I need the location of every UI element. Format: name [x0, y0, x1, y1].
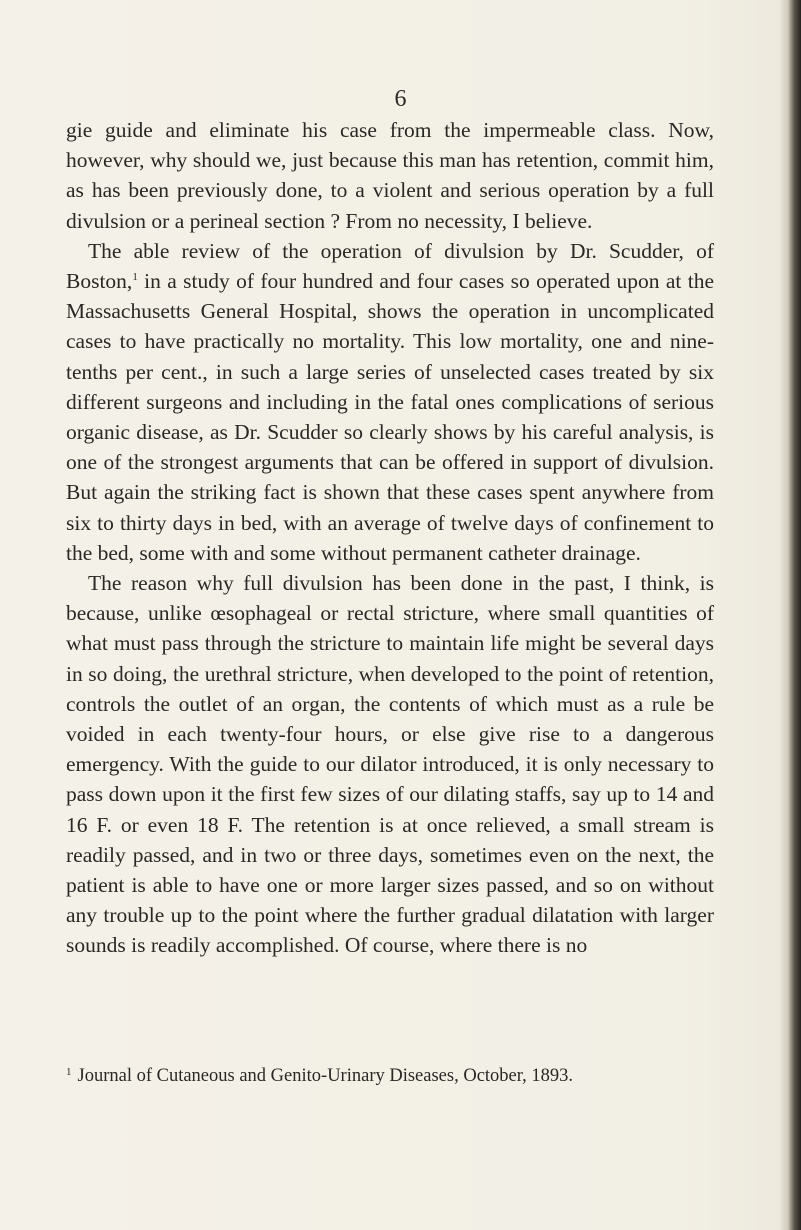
page-number: 6	[394, 86, 407, 112]
footnote-text: Journal of Cutaneous and Genito-Urinary Diseases, October, 1893.	[77, 1066, 574, 1086]
page-edge-shadow	[779, 0, 801, 1230]
paragraph-2	[66, 236, 714, 568]
paragraph-2-text-before: The able review of the operation of divulsion by Dr. Scudder, of Boston,	[66, 238, 714, 294]
paragraph-1: gie guide and eliminate his case from the impermeable class. Now, however, why should we, just because this man has retention, commit him, as has been previously done, to a violent and serious operation by a full divulsion or a perineal section ? From no necessity, I believe.	[66, 118, 714, 233]
footnote-reference: 1	[132, 271, 138, 284]
paragraph-3: The reason why full divulsion has been done in the past, I think, is because, unlike œsophageal or rectal stricture, where small quantities of what must pass through the stricture to maintain life might be several days in so doing, the urethral stricture, when developed to the point of retention, controls the outlet of an organ, the contents of which must as a rule be voided in each twenty-four hours, or else give rise to a dangerous emergency. With the guide to our dilator introduced, it is only necessary to pass down upon it the first few sizes of our dilating staffs, say up to 14 and 16 F. or even 18 F. The retention is at once relieved, a small stream is readily passed, and in two or three days, sometimes even on the next, the patient is able to have one or more larger sizes passed, and so on without any trouble up to the point where the further gradual dilatation with larger sounds is readily accomplished. Of course, where there is no	[66, 571, 714, 958]
body-text	[66, 115, 714, 961]
footnote	[66, 1064, 714, 1088]
paragraph-2-text-after: in a study of four hundred and four cases so operated upon at the Massachusetts General Hospital, shows the operation in uncomplicated cases to have practically no mortality. This low mortality, one and nine-tenths per cent., in such a large series of unselected cases treated by six different surgeons and including in the fatal ones complications of serious organic disease, as Dr. Scudder so clearly shows by his careful analysis, is one of the strongest arguments that can be offered in support of divulsion. But again the striking fact is shown that these cases spent anywhere from six to thirty days in bed, with an average of twelve days of confinement to the bed, some with and some without permanent catheter drainage.	[66, 269, 714, 565]
footnote-marker: 1	[66, 1066, 72, 1078]
